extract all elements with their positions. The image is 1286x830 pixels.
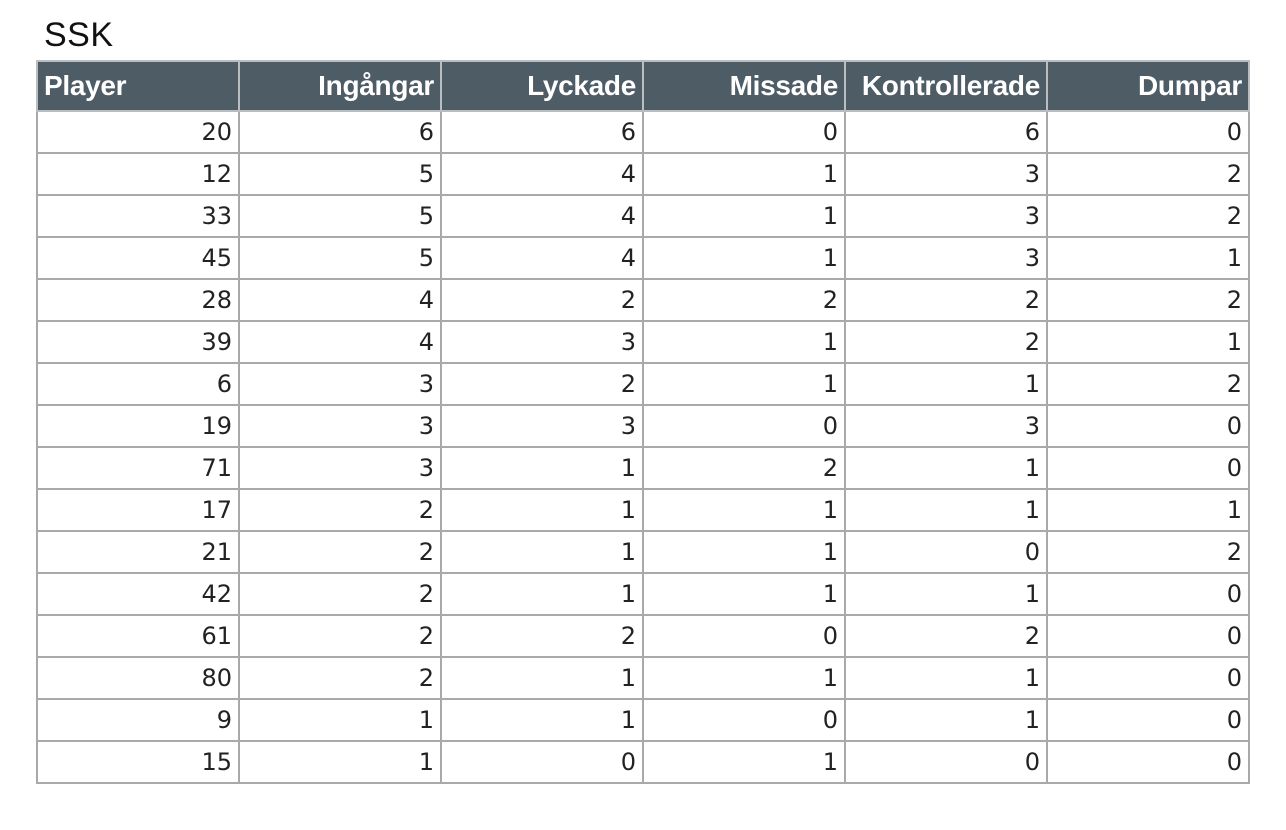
table-cell-player: 39: [37, 321, 239, 363]
table-cell-ingangar: 1: [239, 741, 441, 783]
table-cell-player: 80: [37, 657, 239, 699]
column-header-ingangar: Ingångar: [239, 61, 441, 111]
table-cell-player: 17: [37, 489, 239, 531]
table-cell-missade: 1: [643, 489, 845, 531]
table-header: [37, 61, 1249, 111]
table-cell-player: 15: [37, 741, 239, 783]
table-cell-ingangar: 5: [239, 195, 441, 237]
table-cell-dumpar: 0: [1047, 699, 1249, 741]
table-cell-ingangar: 2: [239, 489, 441, 531]
table-cell-kontrollerade: 2: [845, 615, 1047, 657]
page-title: SSK: [44, 16, 114, 54]
table-cell-dumpar: 0: [1047, 405, 1249, 447]
table-cell-kontrollerade: 1: [845, 447, 1047, 489]
table-row: [37, 531, 1249, 573]
column-header-lyckade: Lyckade: [441, 61, 643, 111]
table-cell-kontrollerade: 2: [845, 279, 1047, 321]
table-cell-missade: 1: [643, 657, 845, 699]
stats-table: [36, 60, 1250, 784]
table-cell-ingangar: 1: [239, 699, 441, 741]
table-cell-dumpar: 1: [1047, 321, 1249, 363]
table-cell-ingangar: 6: [239, 111, 441, 153]
table-cell-lyckade: 2: [441, 615, 643, 657]
table-row: [37, 405, 1249, 447]
table-cell-player: 21: [37, 531, 239, 573]
table-cell-ingangar: 2: [239, 657, 441, 699]
table-cell-kontrollerade: 1: [845, 657, 1047, 699]
table-cell-player: 33: [37, 195, 239, 237]
table-row: [37, 615, 1249, 657]
table-row: [37, 657, 1249, 699]
table-cell-dumpar: 0: [1047, 447, 1249, 489]
table-cell-kontrollerade: 3: [845, 195, 1047, 237]
header-row: [37, 61, 1249, 111]
column-header-kontrollerade: Kontrollerade: [845, 61, 1047, 111]
table-cell-dumpar: 2: [1047, 279, 1249, 321]
table-cell-missade: 0: [643, 615, 845, 657]
table-cell-missade: 2: [643, 279, 845, 321]
table-cell-player: 9: [37, 699, 239, 741]
table-cell-lyckade: 2: [441, 279, 643, 321]
table-row: [37, 447, 1249, 489]
table-cell-kontrollerade: 3: [845, 153, 1047, 195]
table-row: [37, 279, 1249, 321]
table-cell-lyckade: 2: [441, 363, 643, 405]
table-row: [37, 153, 1249, 195]
table-row: [37, 741, 1249, 783]
table-cell-missade: 1: [643, 195, 845, 237]
table-cell-dumpar: 0: [1047, 615, 1249, 657]
table-cell-player: 71: [37, 447, 239, 489]
table-cell-player: 20: [37, 111, 239, 153]
table-cell-missade: 2: [643, 447, 845, 489]
table-cell-ingangar: 4: [239, 321, 441, 363]
table-cell-missade: 1: [643, 237, 845, 279]
table-row: [37, 321, 1249, 363]
table-cell-missade: 1: [643, 741, 845, 783]
table-cell-player: 19: [37, 405, 239, 447]
table-cell-dumpar: 2: [1047, 531, 1249, 573]
table-cell-lyckade: 6: [441, 111, 643, 153]
column-header-dumpar: Dumpar: [1047, 61, 1249, 111]
table-cell-lyckade: 4: [441, 195, 643, 237]
table-cell-kontrollerade: 3: [845, 237, 1047, 279]
table-cell-ingangar: 3: [239, 447, 441, 489]
table-cell-lyckade: 1: [441, 489, 643, 531]
table-row: [37, 111, 1249, 153]
table-cell-missade: 1: [643, 363, 845, 405]
table-row: [37, 237, 1249, 279]
table-cell-kontrollerade: 0: [845, 741, 1047, 783]
table-cell-kontrollerade: 1: [845, 489, 1047, 531]
table-row: [37, 195, 1249, 237]
table-cell-missade: 0: [643, 405, 845, 447]
table-cell-dumpar: 1: [1047, 489, 1249, 531]
table-cell-dumpar: 0: [1047, 573, 1249, 615]
table-cell-lyckade: 1: [441, 573, 643, 615]
table-cell-lyckade: 3: [441, 321, 643, 363]
table-cell-player: 45: [37, 237, 239, 279]
table-cell-ingangar: 4: [239, 279, 441, 321]
table-body: [37, 111, 1249, 783]
table-cell-lyckade: 0: [441, 741, 643, 783]
table-cell-ingangar: 5: [239, 237, 441, 279]
table-cell-player: 12: [37, 153, 239, 195]
table-cell-dumpar: 2: [1047, 363, 1249, 405]
table-cell-lyckade: 1: [441, 699, 643, 741]
table-cell-lyckade: 4: [441, 237, 643, 279]
table-cell-missade: 1: [643, 153, 845, 195]
table-cell-ingangar: 5: [239, 153, 441, 195]
table-row: [37, 489, 1249, 531]
table-cell-missade: 1: [643, 321, 845, 363]
table-cell-lyckade: 1: [441, 531, 643, 573]
table-cell-missade: 0: [643, 699, 845, 741]
table-cell-player: 42: [37, 573, 239, 615]
table-cell-dumpar: 0: [1047, 657, 1249, 699]
table-cell-dumpar: 2: [1047, 195, 1249, 237]
table-cell-player: 28: [37, 279, 239, 321]
table-cell-ingangar: 2: [239, 531, 441, 573]
table-cell-lyckade: 1: [441, 657, 643, 699]
table-cell-lyckade: 3: [441, 405, 643, 447]
table-cell-kontrollerade: 3: [845, 405, 1047, 447]
table-row: [37, 573, 1249, 615]
table-cell-missade: 1: [643, 531, 845, 573]
column-header-missade: Missade: [643, 61, 845, 111]
table-cell-ingangar: 3: [239, 363, 441, 405]
table-cell-player: 6: [37, 363, 239, 405]
table-cell-dumpar: 0: [1047, 111, 1249, 153]
table-cell-missade: 1: [643, 573, 845, 615]
table-cell-dumpar: 1: [1047, 237, 1249, 279]
table-cell-kontrollerade: 1: [845, 573, 1047, 615]
table-row: [37, 363, 1249, 405]
table-cell-kontrollerade: 0: [845, 531, 1047, 573]
table-cell-lyckade: 4: [441, 153, 643, 195]
table-cell-ingangar: 2: [239, 615, 441, 657]
table-cell-kontrollerade: 1: [845, 699, 1047, 741]
table-cell-missade: 0: [643, 111, 845, 153]
table-cell-kontrollerade: 1: [845, 363, 1047, 405]
table-cell-dumpar: 2: [1047, 153, 1249, 195]
table-cell-ingangar: 3: [239, 405, 441, 447]
table-cell-ingangar: 2: [239, 573, 441, 615]
table-cell-kontrollerade: 6: [845, 111, 1047, 153]
table-row: [37, 699, 1249, 741]
table-cell-player: 61: [37, 615, 239, 657]
column-header-player: Player: [37, 61, 239, 111]
table-cell-kontrollerade: 2: [845, 321, 1047, 363]
table-cell-dumpar: 0: [1047, 741, 1249, 783]
table-cell-lyckade: 1: [441, 447, 643, 489]
